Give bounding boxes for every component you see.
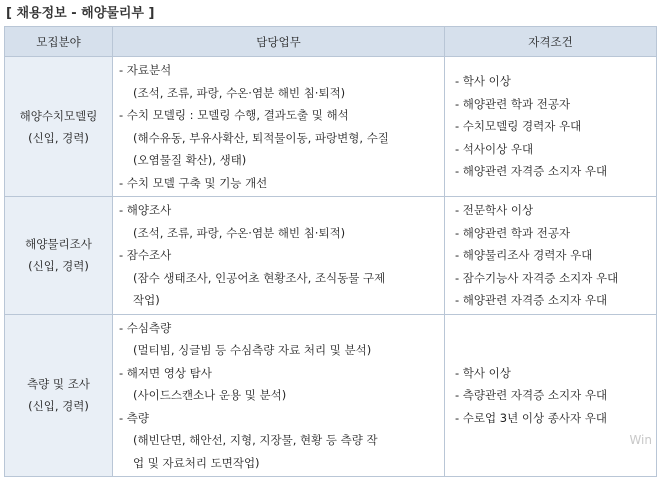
qualification-item: - 해양관련 학과 전공자 [455, 225, 571, 240]
qualification-item: - 측량관련 자격증 소지자 우대 [455, 388, 608, 402]
duty-detail: (조석, 조류, 파랑, 수온·염분 해빈 침·퇴적) [133, 85, 346, 100]
duty-item: - 수치 모델 구축 및 기능 개선 [119, 175, 268, 190]
qualifications-cell [445, 314, 657, 477]
duty-detail: (잠수 생태조사, 인공어초 현황조사, 조식동물 구제 [133, 270, 386, 285]
column-header-qualifications: 자격조건 [445, 27, 657, 57]
duty-item: - 수치 모델링 : 모델링 수행, 결과도출 및 해석 [119, 108, 349, 122]
qualification-item: - 석사이상 우대 [455, 141, 534, 156]
qualification-item: - 해양관련 자격증 소지자 우대 [455, 293, 608, 307]
recruitment-table [4, 26, 657, 477]
field-name: 해양물리조사 [25, 237, 92, 252]
duty-detail: (조석, 조류, 파랑, 수온·염분 해빈 침·퇴적) [133, 225, 346, 240]
duty-detail: (해빈단면, 해안선, 지형, 지장물, 현황 등 측량 작 [133, 433, 378, 447]
duties-cell [113, 197, 445, 315]
qualification-item: - 잠수기능사 자격증 소지자 우대 [455, 270, 619, 285]
field-subtitle: (신입, 경력) [28, 399, 89, 414]
field-cell [5, 314, 113, 477]
field-cell [5, 197, 113, 315]
qualification-item: - 학사 이상 [455, 74, 511, 89]
duties-cell [113, 57, 445, 197]
qualification-item: - 해양물리조사 경력자 우대 [455, 248, 593, 262]
duties-cell [113, 314, 445, 477]
duty-detail: (멀티빔, 싱글빔 등 수심측량 자료 처리 및 분석) [133, 343, 372, 357]
field-subtitle: (신입, 경력) [28, 259, 89, 274]
column-header-field: 모집분야 [5, 27, 113, 57]
qualification-item: - 수로업 3년 이상 종사자 우대 [455, 410, 607, 425]
duty-detail: (사이드스캔소나 운용 및 분석) [133, 388, 287, 402]
qualification-item: - 전문학사 이상 [455, 203, 534, 217]
field-subtitle: (신입, 경력) [28, 130, 89, 145]
duty-item: - 수심측량 [119, 320, 172, 335]
table-row [5, 57, 657, 197]
field-name: 해양수치모델링 [19, 108, 98, 123]
qualifications-cell [445, 57, 657, 197]
qualification-item: - 해양관련 학과 전공자 [455, 96, 571, 111]
duty-detail: 업 및 자료처리 도면작업) [133, 455, 260, 470]
duty-detail: 작업) [133, 293, 160, 307]
duty-item: - 해저면 영상 탐사 [119, 365, 212, 380]
header-row [5, 27, 657, 57]
page-title: [ 채용정보 - 해양물리부 ] [6, 6, 155, 21]
field-cell [5, 57, 113, 197]
duty-item: - 잠수조사 [119, 248, 172, 262]
duty-item: - 해양조사 [119, 203, 172, 217]
duty-detail: (오염물질 확산), 생태) [133, 153, 247, 167]
qualification-item: - 해양관련 자격증 소지자 우대 [455, 164, 608, 179]
table-row [5, 314, 657, 477]
qualification-item: - 학사 이상 [455, 365, 511, 380]
qualification-item: - 수치모델링 경력자 우대 [455, 119, 582, 134]
qualifications-cell [445, 197, 657, 315]
duty-item: - 자료분석 [119, 63, 172, 77]
field-name: 측량 및 조사 [27, 377, 90, 392]
watermark: Win [629, 433, 652, 447]
duty-item: - 측량 [119, 410, 150, 425]
column-header-duties: 담당업무 [113, 27, 445, 57]
duty-detail: (해수유동, 부유사확산, 퇴적물이동, 파랑변형, 수질 [133, 130, 389, 145]
table-row [5, 197, 657, 315]
